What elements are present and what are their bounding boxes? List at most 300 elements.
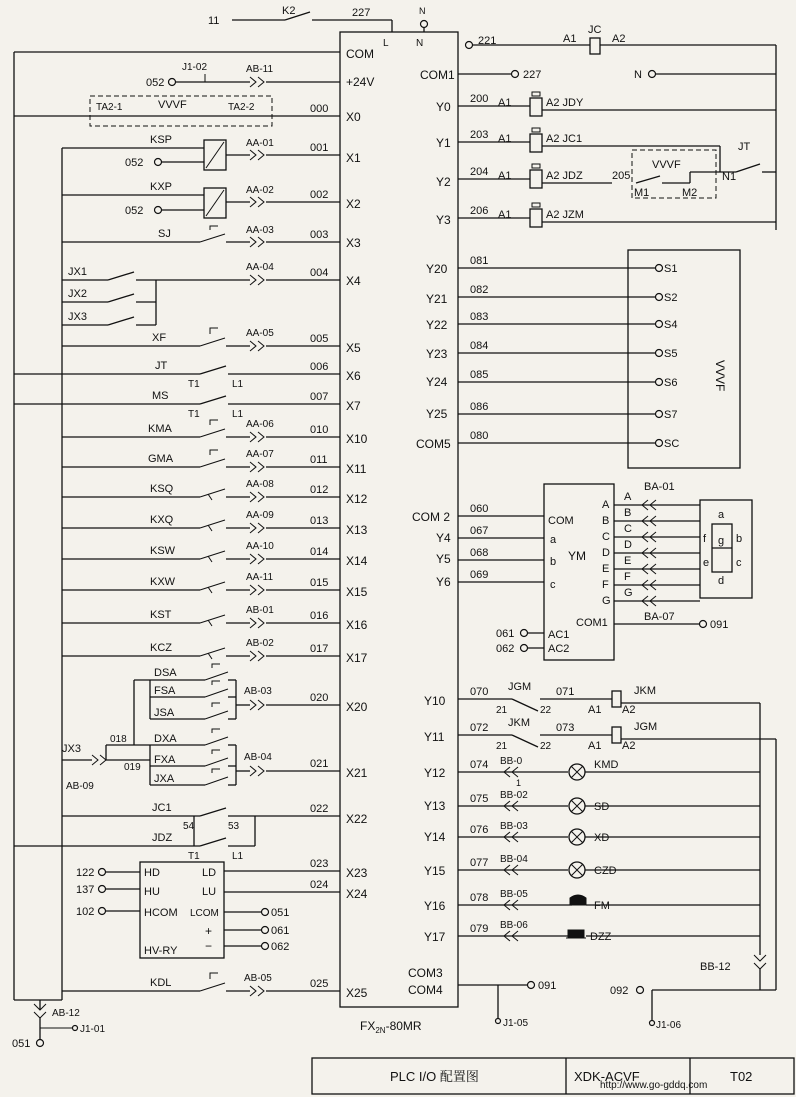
port-y22: Y22 — [426, 318, 448, 332]
seg-a: a — [718, 509, 725, 521]
wire-020: 020 — [310, 692, 329, 704]
dev-xf: XF — [152, 332, 167, 344]
a1-y2: A1 — [498, 170, 512, 182]
dev-jc1: JC1 — [152, 802, 172, 814]
dev-jx3: JX3 — [68, 311, 87, 323]
wire-052-a: 052 — [146, 77, 165, 89]
port-com: COM — [346, 47, 374, 61]
dev-ksp: KSP — [150, 134, 173, 146]
row-x2 — [62, 181, 340, 218]
wire-082: 082 — [470, 284, 489, 296]
conn-j1-05: J1-05 — [503, 1018, 529, 1029]
row-x4 — [62, 262, 340, 325]
wire-025: 025 — [310, 978, 329, 990]
port-com3: COM3 — [408, 966, 443, 980]
row-x17 — [62, 638, 340, 661]
dev-kdl: KDL — [150, 977, 172, 989]
wire-080: 080 — [470, 430, 489, 442]
wire-062: 062 — [271, 941, 290, 953]
conn-aa-02: AA-02 — [246, 185, 274, 196]
a1-y0: A1 — [498, 97, 512, 109]
wire-072: 072 — [470, 722, 489, 734]
hvry-label: HV-RY — [144, 945, 178, 957]
bell-dzz — [566, 930, 586, 938]
port-x20: X20 — [346, 700, 368, 714]
wire-052-c: 052 — [125, 205, 144, 217]
sd-label: SD — [594, 801, 610, 813]
port-y2: Y2 — [436, 175, 451, 189]
conn-bb-00: BB-0 — [500, 756, 523, 767]
seg-b: b — [736, 533, 743, 545]
port-y24: Y24 — [426, 375, 448, 389]
wire-011: 011 — [310, 454, 328, 466]
a2-b: A2 — [622, 740, 636, 752]
vvvf-contact: VVVF — [158, 99, 187, 111]
row-x1 — [62, 134, 340, 170]
t1-c: T1 — [188, 851, 200, 862]
t1-a: T1 — [188, 379, 200, 390]
row-x10 — [62, 419, 340, 442]
wire-015: 015 — [310, 577, 329, 589]
sc: SC — [664, 438, 680, 450]
wire-074: 074 — [470, 759, 489, 771]
dev-gma: GMA — [148, 453, 174, 465]
wire-221: 221 — [478, 35, 497, 47]
conn-ab-12: AB-12 — [52, 1008, 80, 1019]
conn-aa-08: AA-08 — [246, 479, 274, 490]
conn-bb-04: BB-04 — [500, 854, 528, 865]
port-x25: X25 — [346, 986, 368, 1000]
ym-com: COM — [548, 515, 574, 527]
seg-f: f — [703, 533, 707, 545]
wire-007: 007 — [310, 391, 329, 403]
conn-aa-01: AA-01 — [246, 138, 274, 149]
ym-ac1: AC1 — [548, 629, 570, 641]
row-x3 — [62, 225, 340, 247]
port-x1: X1 — [346, 151, 361, 165]
wire-018: 018 — [110, 734, 127, 745]
wire-016: 016 — [310, 610, 329, 622]
wire-019: 019 — [124, 762, 141, 773]
ba-01-out-B: B — [624, 507, 632, 519]
port-x3: X3 — [346, 236, 361, 250]
dev-ksw: KSW — [150, 545, 176, 557]
l1-a: L1 — [232, 379, 244, 390]
jc1-label: A2 JC1 — [546, 133, 583, 145]
wire-078: 078 — [470, 892, 489, 904]
l1-b: L1 — [232, 409, 244, 420]
terminal-11: 11 — [208, 15, 220, 27]
wire-017: 017 — [310, 643, 329, 655]
conn-aa-07: AA-07 — [246, 449, 274, 460]
dev-jdz: JDZ — [152, 832, 173, 844]
title-text: PLC I/O 配置图 — [390, 1069, 479, 1084]
row-x11 — [62, 449, 340, 472]
jc-a2: A2 — [612, 33, 626, 45]
conn-aa-06: AA-06 — [246, 419, 274, 430]
wire-084: 084 — [470, 340, 489, 352]
jdy-label: A2 JDY — [546, 97, 584, 109]
s2: S2 — [664, 292, 678, 304]
dev-fxa: FXA — [154, 754, 176, 766]
conn-ab-03: AB-03 — [244, 686, 272, 697]
ym-out-D: D — [602, 547, 610, 559]
port-x4: X4 — [346, 274, 361, 288]
conn-bb-12: BB-12 — [700, 961, 731, 973]
wire-091-com: 091 — [538, 980, 557, 992]
port-com2: COM 2 — [412, 510, 451, 524]
port-x15: X15 — [346, 585, 368, 599]
port-y13: Y13 — [424, 799, 446, 813]
wire-069: 069 — [470, 569, 489, 581]
jc-label: JC — [588, 24, 602, 36]
port-y14: Y14 — [424, 830, 446, 844]
ym-out-E: E — [602, 563, 610, 575]
dev-kxq: KXQ — [150, 514, 174, 526]
s7: S7 — [664, 409, 678, 421]
label-L: L — [383, 38, 389, 49]
sheet-no: T02 — [730, 1069, 753, 1084]
seg-g: g — [718, 535, 725, 547]
port-y21: Y21 — [426, 292, 448, 306]
port-com4: COM4 — [408, 983, 443, 997]
row-x6 — [14, 360, 340, 390]
dev-jx1: JX1 — [68, 266, 87, 278]
watermark-url: http://www.go-gddq.com — [600, 1080, 708, 1091]
wire-227-top: 227 — [352, 7, 371, 19]
czd-label: CZD — [594, 865, 617, 877]
row-24v — [146, 62, 340, 89]
wire-012: 012 — [310, 484, 329, 496]
ym-out-A: A — [602, 499, 610, 511]
ba-01-out-A: A — [624, 491, 632, 503]
dev-kcz: KCZ — [150, 642, 172, 654]
top-supply — [208, 5, 428, 49]
port-y5: Y5 — [436, 552, 451, 566]
xd-label: XD — [594, 832, 610, 844]
row-x22 — [14, 802, 340, 862]
l1-c: L1 — [232, 851, 244, 862]
left-port-labels — [346, 47, 374, 1000]
wire-086: 086 — [470, 401, 489, 413]
a1-y3: A1 — [498, 209, 512, 221]
terminal-N-top — [421, 21, 428, 28]
port-x5: X5 — [346, 341, 361, 355]
ym-com1: COM1 — [576, 617, 608, 629]
conn-ab-09: AB-09 — [66, 781, 94, 792]
a1-b: A1 — [588, 740, 602, 752]
port-x14: X14 — [346, 554, 368, 568]
ld-label: LD — [202, 867, 217, 879]
row-x13 — [62, 510, 340, 533]
port-x7: X7 — [346, 399, 361, 413]
ba-01-out-D: D — [624, 539, 632, 551]
wire-052-b: 052 — [125, 157, 144, 169]
port-y15: Y15 — [424, 864, 446, 878]
ba-01-out-F: F — [624, 571, 631, 583]
seven-segment-display — [700, 500, 752, 598]
jgm-coil — [612, 727, 621, 743]
n1-label: N1 — [722, 171, 737, 183]
right-port-labels — [408, 68, 455, 997]
left-bottom-common — [12, 991, 105, 1050]
port-y20: Y20 — [426, 262, 448, 276]
hu-label: HU — [144, 886, 160, 898]
s5: S5 — [664, 348, 678, 360]
ym-out-C: C — [602, 531, 610, 543]
ym-out-B: B — [602, 515, 610, 527]
ba-01-out-G: G — [624, 587, 633, 599]
wire-073: 073 — [556, 722, 575, 734]
wire-068: 068 — [470, 547, 489, 559]
n-top: N — [419, 6, 426, 16]
ym-ac2: AC2 — [548, 643, 570, 655]
wire-075: 075 — [470, 793, 489, 805]
wire-051-b: 051 — [12, 1038, 31, 1050]
port-y25: Y25 — [426, 407, 448, 421]
conn-aa-09: AA-09 — [246, 510, 274, 521]
ym-out-G: G — [602, 595, 611, 607]
dev-fsa: FSA — [154, 685, 176, 697]
right-top-relays — [458, 24, 776, 230]
port-x6: X6 — [346, 369, 361, 383]
s6: S6 — [664, 377, 678, 389]
conn-bb-03: BB-03 — [500, 821, 528, 832]
conn-ab-11: AB-11 — [246, 64, 274, 75]
a1-y1: A1 — [498, 133, 512, 145]
conn-bb-05: BB-05 — [500, 889, 528, 900]
wire-005: 005 — [310, 333, 329, 345]
wire-000: 000 — [310, 103, 329, 115]
conn-ab-02: AB-02 — [246, 638, 274, 649]
row-x5 — [62, 328, 340, 351]
wire-060: 060 — [470, 503, 489, 515]
title-block — [312, 1058, 794, 1094]
wire-079: 079 — [470, 923, 489, 935]
port-x24: X24 — [346, 887, 368, 901]
wire-067: 067 — [470, 525, 489, 537]
port-y4: Y4 — [436, 531, 451, 545]
left-common-bus — [14, 52, 340, 1000]
hcom-label: HCOM — [144, 907, 178, 919]
port-x11: X11 — [346, 462, 367, 476]
wire-062-ym: 062 — [496, 643, 515, 655]
port-x10: X10 — [346, 432, 368, 446]
dev-jxa: JXA — [154, 773, 175, 785]
buzzer-fm — [570, 895, 586, 905]
wire-203: 203 — [470, 129, 489, 141]
ym-a: a — [550, 534, 557, 546]
jc-coil — [590, 38, 600, 54]
wire-083: 083 — [470, 311, 489, 323]
jgm-coil-label: JGM — [634, 721, 658, 733]
drawing-no: XDK-ACVF — [574, 1069, 640, 1084]
conn-aa-05: AA-05 — [246, 328, 274, 339]
wire-024: 024 — [310, 879, 329, 891]
ta2-2: TA2-2 — [228, 102, 255, 113]
wire-076: 076 — [470, 824, 489, 836]
conn-bb-06: BB-06 — [500, 920, 528, 931]
conn-aa-04: AA-04 — [246, 262, 274, 273]
dev-dxa: DXA — [154, 733, 177, 745]
wire-081: 081 — [470, 255, 489, 267]
wire-122: 122 — [76, 867, 95, 879]
kmd-label: KMD — [594, 759, 619, 771]
port-y10: Y10 — [424, 694, 446, 708]
port-com1: COM1 — [420, 68, 455, 82]
port-x12: X12 — [346, 492, 368, 506]
dev-kxw: KXW — [150, 576, 176, 588]
port-com5: COM5 — [416, 437, 451, 451]
dev-jx3-b: JX3 — [62, 743, 81, 755]
ba-01-out-E: E — [624, 555, 632, 567]
row-x25 — [62, 973, 340, 996]
plc-model: $FX_{2N}-80MR$ — [360, 1019, 422, 1035]
n21-a: 21 — [496, 705, 508, 716]
port-x0: X0 — [346, 110, 361, 124]
lcom-label: LCOM — [190, 908, 219, 919]
dev-kma: KMA — [148, 423, 172, 435]
dev-kst: KST — [150, 609, 172, 621]
conn-j1-06: J1-06 — [656, 1020, 682, 1031]
conn-bb-00-b: 1 — [516, 778, 522, 788]
right-bottom-outputs — [458, 681, 776, 1031]
s1: S1 — [664, 263, 678, 275]
port-x17: X17 — [346, 651, 368, 665]
wire-071: 071 — [556, 686, 575, 698]
plus-label: + — [205, 924, 213, 938]
ym-out-F: F — [602, 579, 609, 591]
wire-003: 003 — [310, 229, 329, 241]
port-y3: Y3 — [436, 213, 451, 227]
conn-ba-07: BA-07 — [644, 611, 675, 623]
a1-a: A1 — [588, 704, 602, 716]
jdz-label: A2 JDZ — [546, 170, 583, 182]
dev-sj: SJ — [158, 228, 171, 240]
wire-206: 206 — [470, 205, 489, 217]
conn-ab-04: AB-04 — [244, 752, 272, 763]
row-x16 — [62, 605, 340, 628]
ba-01-out-C: C — [624, 523, 632, 535]
row-x14 — [62, 541, 340, 564]
wire-070: 070 — [470, 686, 489, 698]
port-x2: X2 — [346, 197, 361, 211]
conn-j1-02: J1-02 — [182, 62, 208, 73]
wire-021: 021 — [310, 758, 329, 770]
wire-077: 077 — [470, 857, 489, 869]
wire-137: 137 — [76, 884, 95, 896]
conn-ab-05: AB-05 — [244, 973, 272, 984]
jkm-coil-label: JKM — [634, 685, 656, 697]
dev-ksq: KSQ — [150, 483, 174, 495]
ym-c: c — [550, 579, 556, 591]
ym-label: YM — [568, 549, 586, 563]
label-N: N — [416, 38, 424, 49]
jgm-contact-1: JGM — [508, 681, 532, 693]
wire-54: 54 — [183, 821, 195, 832]
wire-013: 013 — [310, 515, 329, 527]
port-y11: Y11 — [424, 730, 445, 744]
wire-002: 002 — [310, 189, 329, 201]
n22-a: 22 — [540, 705, 552, 716]
fm-label: FM — [594, 900, 610, 912]
port-x16: X16 — [346, 618, 368, 632]
wire-004: 004 — [310, 267, 329, 279]
wire-204: 204 — [470, 166, 489, 178]
t1-b: T1 — [188, 409, 200, 420]
jt-label: JT — [738, 141, 751, 153]
wire-061-ym: 061 — [496, 628, 515, 640]
port-y23: Y23 — [426, 347, 448, 361]
conn-ba-01: BA-01 — [644, 481, 675, 493]
row-x15 — [62, 572, 340, 595]
minus-label: − — [205, 939, 213, 953]
conn-aa-10: AA-10 — [246, 541, 274, 552]
a2-a: A2 — [622, 704, 636, 716]
wire-023: 023 — [310, 858, 329, 870]
jdy-coil — [530, 98, 542, 116]
jkm-coil — [612, 691, 621, 707]
port-y12: Y12 — [424, 766, 446, 780]
hd-controller — [76, 858, 340, 958]
n-label: N — [634, 69, 642, 81]
seg-e: e — [703, 557, 710, 569]
port-y17: Y17 — [424, 930, 446, 944]
seg-c: c — [736, 557, 742, 569]
vvvf-box-label: VVVF — [713, 360, 727, 392]
dev-jt: JT — [155, 360, 168, 372]
wire-022: 022 — [310, 803, 329, 815]
wire-227-com1: 227 — [523, 69, 542, 81]
row-x7 — [14, 390, 340, 420]
wire-001: 001 — [310, 142, 329, 154]
m2-label: M2 — [682, 187, 698, 199]
row-x21 — [62, 729, 340, 792]
conn-ab-01: AB-01 — [246, 605, 274, 616]
port-x21: X21 — [346, 766, 368, 780]
wire-051-a: 051 — [271, 907, 290, 919]
ym-decoder — [458, 481, 728, 660]
wire-085: 085 — [470, 369, 489, 381]
m1-label: M1 — [634, 187, 650, 199]
n21-b: 21 — [496, 741, 508, 752]
dev-kxp: KXP — [150, 181, 173, 193]
port-24v: +24V — [346, 75, 375, 89]
wire-091-ym: 091 — [710, 619, 729, 631]
port-y16: Y16 — [424, 899, 446, 913]
port-y6: Y6 — [436, 575, 451, 589]
ta2-1: TA2-1 — [96, 102, 123, 113]
port-y0: Y0 — [436, 100, 451, 114]
wire-092: 092 — [610, 985, 629, 997]
dev-dsa: DSA — [154, 667, 177, 679]
jc1-coil — [530, 134, 542, 152]
row-x0 — [14, 96, 340, 126]
wire-200: 200 — [470, 93, 489, 105]
port-x22: X22 — [346, 812, 368, 826]
wire-102: 102 — [76, 906, 95, 918]
jc-a1: A1 — [563, 33, 577, 45]
dev-jsa: JSA — [154, 707, 175, 719]
wire-205: 205 — [612, 170, 631, 182]
conn-bb-02: BB-02 — [500, 790, 528, 801]
hd-label: HD — [144, 867, 160, 879]
jzm-label: A2 JZM — [546, 209, 584, 221]
jkm-contact-2: JKM — [508, 717, 530, 729]
dev-ms: MS — [152, 390, 169, 402]
vvvf-relay-label: VVVF — [652, 159, 681, 171]
port-x23: X23 — [346, 866, 368, 880]
